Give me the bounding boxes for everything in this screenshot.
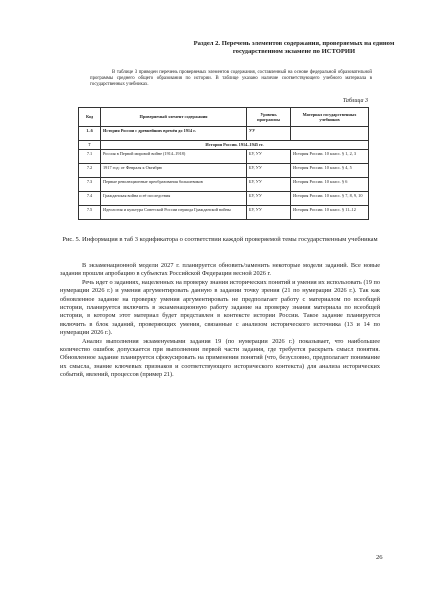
row-material: История России. 10 класс. § 4, 5 xyxy=(291,164,369,178)
header-element: Проверяемый элемент содержания xyxy=(101,108,247,127)
section-intro: В таблице 3 приведен перечень проверяемых элементов содержания, составленный на основе федеральной образовательной программы среднего общего образования по истории. В таблице указано наличие соответствующего учебного материала в государственных учебниках. xyxy=(90,70,372,88)
header-level: Уровень программы xyxy=(247,108,291,127)
table-row xyxy=(79,178,369,192)
table-header-row xyxy=(79,108,369,127)
table-label: Таблица 3 xyxy=(342,98,368,104)
table-row xyxy=(79,150,369,164)
table-row xyxy=(79,127,369,141)
row-element: Россия в Первой мировой войне (1914–1918) xyxy=(101,150,247,164)
row-code: 7.1 xyxy=(79,150,101,164)
row-element: Идеология и культура Советской России периода Гражданской войны xyxy=(101,206,247,220)
row-element: Первые революционные преобразования большевиков xyxy=(101,178,247,192)
paragraph: Анализ выполнения экзаменуемыми задания 19 (по нумерации 2026 г.) показывает, что наибольшее количество ошибок допускается при выполнении первой части задания, где требуется раскрыть смысл понятия. Обновленное задание планируется сфокусировать на применении понятий (что, безусловно, предполагает понимание их смысла, знание ключевых признаков и соответствующего исторического контекста) для анализа исторических событий, явлений, процессов (пример 21). xyxy=(60,337,380,379)
row-material: История России. 10 класс. § 11–12 xyxy=(291,206,369,220)
body-text xyxy=(60,262,380,380)
row-level: БУ, УУ xyxy=(247,164,291,178)
row-element: Гражданская война и её последствия xyxy=(101,192,247,206)
row-code: 7.5 xyxy=(79,206,101,220)
row-material: История России. 10 класс. § 7, 8, 9, 10 xyxy=(291,192,369,206)
row-code: 1–6 xyxy=(79,127,101,141)
row-level: БУ, УУ xyxy=(247,150,291,164)
paragraph: В экзаменационной модели 2027 г. планируется обновить/заменить некоторые модели заданий. Все новые задания прошли апробацию в субъектах Российской Федерации весной 2026 г. xyxy=(60,262,380,278)
row-material xyxy=(291,127,369,141)
table-row xyxy=(79,192,369,206)
table-row xyxy=(79,164,369,178)
row-code: 7.4 xyxy=(79,192,101,206)
table-row xyxy=(79,141,369,150)
row-code: 7.3 xyxy=(79,178,101,192)
section-title: Раздел 2. Перечень элементов содержания, проверяемых на едином государственном экзамене по ИСТОРИИ xyxy=(193,40,395,55)
row-element: 1917 год: от Февраля к Октябрю xyxy=(101,164,247,178)
header-code: Код xyxy=(79,108,101,127)
paragraph: Речь идет о заданиях, нацеленных на проверку знания исторических понятий и умения их использовать (19 по нумерации 2026 г.) и умения аргументировать данную в задании точку зрения (21 по нумерации 2026 г.). Так как обновленное задание на проверку умения аргументировать не предполагает работу с материалом по всеобщей истории, планируется включить в экзаменационную работу задание на проверку знания материала по всеобщей истории, в котором этот материал будет представлен в контексте истории России. Такое задание планируется включить в блок заданий, проверяющих умения, связанные с анализом исторического источника (13 и 14 по нумерации 2026 г.). xyxy=(60,278,380,337)
row-code: 7.2 xyxy=(79,164,101,178)
row-level: БУ, УУ xyxy=(247,206,291,220)
row-material: История России. 10 класс. § 6 xyxy=(291,178,369,192)
row-level: БУ, УУ xyxy=(247,178,291,192)
row-code: 7 xyxy=(79,141,101,150)
row-level: БУ, УУ xyxy=(247,192,291,206)
page-number: 26 xyxy=(376,554,383,561)
codifier-figure xyxy=(78,40,395,268)
row-element: История России. 1914–1945 гг. xyxy=(101,141,369,150)
codifier-table xyxy=(78,107,369,220)
row-material: История России. 10 класс. § 1, 2, 3 xyxy=(291,150,369,164)
row-element: История России с древнейших времён до 1914 г. xyxy=(101,127,247,141)
row-level: УУ xyxy=(247,127,291,141)
header-material: Материал государственных учебников xyxy=(291,108,369,127)
table-row xyxy=(79,206,369,220)
figure-caption: Рис. 5. Информация в таб 3 кодификатора о соответствии каждой проверяемой темы государственным учебникам xyxy=(62,236,378,243)
